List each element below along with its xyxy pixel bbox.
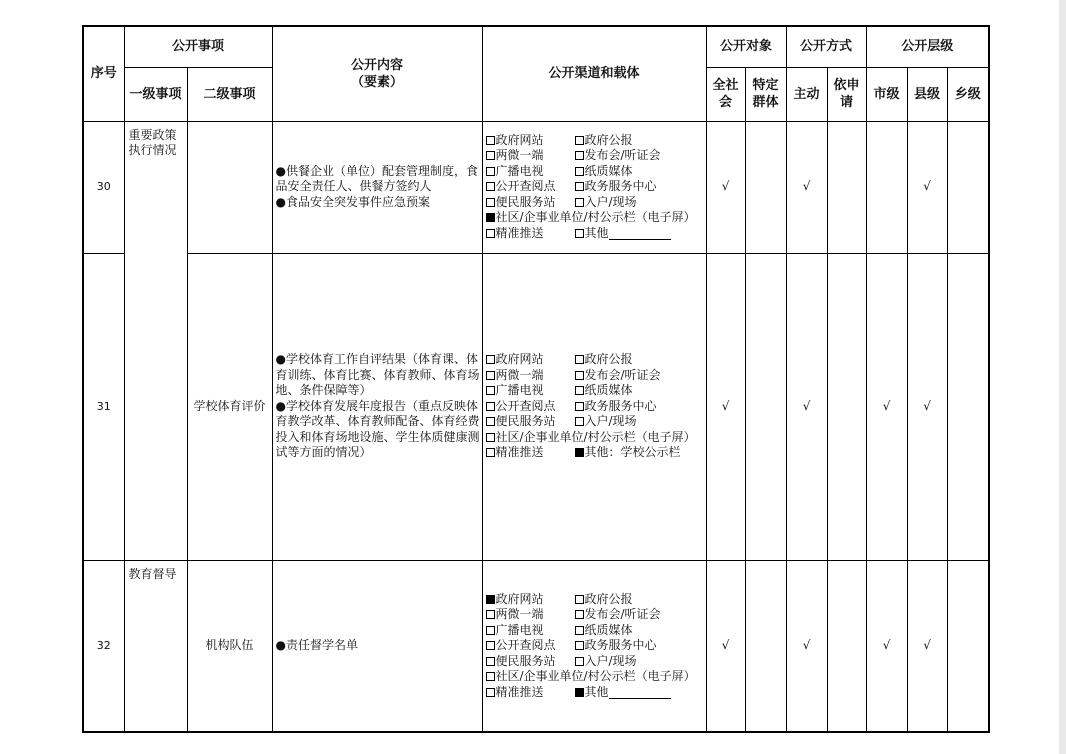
row-channels [482,560,706,732]
content-item: ●供餐企业（单位）配套管理制度，食品安全责任人、供餐方签约人 [275,163,478,194]
empty-box-icon [575,355,584,364]
channel-label: 公开查阅点 [495,179,556,194]
empty-box-icon [575,182,584,191]
checked-box-icon [486,595,495,604]
row-aud-group [745,253,786,560]
channel-label: 入户/现场 [584,414,637,429]
header-method-req-l1: 依申 [833,78,860,93]
row-city-check: √ [866,560,907,732]
channel-gov-bulletin [575,592,633,608]
checked-box-icon [575,448,584,457]
channel-reading-point [486,179,575,195]
channel-label: 政府网站 [495,132,544,147]
empty-box-icon [486,355,495,364]
channel-row [486,210,704,226]
header-method-request [827,67,866,121]
channel-broadcast [486,164,575,180]
channel-label: 精准推送 [495,684,544,699]
channel-convenience [486,654,575,670]
header-level: 公开层级 [866,26,989,67]
header-content-title: 公开内容 [351,57,404,73]
channel-row [486,352,704,368]
header-content-sub: （要素） [351,74,404,90]
header-content [272,26,482,121]
channel-label: 广播电视 [495,163,544,178]
channel-row [486,148,704,164]
row-town [947,121,989,253]
header-matters: 公开事项 [124,26,272,67]
table-row [83,121,989,253]
disclosure-table [82,25,990,733]
empty-box-icon [486,371,495,380]
channel-label: 发布会/听证会 [584,367,661,382]
channel-label: 便民服务站 [495,194,556,209]
content-item: ●学校体育发展年度报告（重点反映体育教学改革、体育教师配备、体育经费投入和体育场地设施、学生体质健康测试等方面的情况） [275,398,480,460]
empty-box-icon [575,417,584,426]
empty-box-icon [575,136,584,145]
empty-box-icon [575,657,584,666]
row-level1-text: 重要政策执行情况 [128,127,177,157]
channel-press [575,368,661,384]
empty-box-icon [575,626,584,635]
empty-box-icon [575,610,584,619]
empty-box-icon [486,657,495,666]
row-level2: 学校体育评价 [187,253,272,560]
channel-row [486,654,704,670]
channel-reading-point [486,638,575,654]
channel-label: 精准推送 [495,445,544,460]
header-method: 公开方式 [786,26,866,67]
empty-box-icon [486,198,495,207]
channel-precise [486,685,575,701]
channel-label: 发布会/听证会 [584,148,661,163]
channel-label: 公开查阅点 [495,638,556,652]
row-request [827,560,866,732]
row-seq: 31 [83,253,124,560]
channel-two-micro [486,148,575,164]
channel-row [486,383,704,399]
row-aud-all-check: √ [706,253,745,560]
channel-label: 广播电视 [495,622,544,637]
row-active-check: √ [786,121,827,253]
header-method-active: 主动 [786,67,827,121]
channel-label: 政府网站 [495,591,544,606]
channel-label: 广播电视 [495,383,544,398]
header-method-req-l2: 请 [840,95,854,110]
channel-reading-point [486,399,575,415]
channel-paper [575,623,633,639]
channel-row [486,623,704,639]
channel-two-micro [486,368,575,384]
channel-label: 便民服务站 [495,414,556,429]
channel-label: 政务服务中心 [584,638,657,652]
channel-service-center [575,179,657,195]
header-aud-group [745,67,786,121]
channel-row [486,592,704,608]
header-level2: 二级事项 [187,67,272,121]
empty-box-icon [486,433,495,442]
channel-label: 政府公报 [584,132,633,147]
row-town [947,253,989,560]
row-level2: 机构队伍 [187,560,272,732]
channel-label: 政务服务中心 [584,179,657,194]
row-active-check: √ [786,560,827,732]
channel-label: 纸质媒体 [584,383,633,398]
empty-box-icon [575,371,584,380]
channel-label: 政府公报 [584,352,633,367]
channel-precise [486,445,575,461]
checked-box-icon [486,213,495,222]
row-content [272,253,482,560]
empty-box-icon [575,402,584,411]
row-active-check: √ [786,253,827,560]
channel-other [575,445,681,461]
channel-label: 纸质媒体 [584,163,633,178]
empty-box-icon [575,198,584,207]
channel-precise [486,226,575,242]
channel-convenience [486,195,575,211]
row-request [827,253,866,560]
channel-community [486,669,696,685]
empty-box-icon [486,136,495,145]
channel-label: 其他 [584,684,609,699]
channel-label: 社区/企事业单位/村公示栏（电子屏） [495,210,696,225]
row-aud-group [745,121,786,253]
channel-row [486,607,704,623]
channel-label: 两微一端 [495,148,544,163]
row-content [272,121,482,253]
content-item: ●学校体育工作自评结果（体育课、体育训练、体育比赛、体育教师、体育场地、条件保障等） [275,352,480,398]
channel-label: 公开查阅点 [495,398,556,413]
header-aud-group-l2: 群体 [752,95,779,110]
channel-gov-site [486,352,575,368]
empty-box-icon [486,417,495,426]
row-city [866,121,907,253]
row-aud-group [745,560,786,732]
content-item: ●责任督学名单 [275,638,358,652]
header-aud-all-l2: 会 [719,95,733,110]
channel-convenience [486,414,575,430]
channel-door [575,654,637,670]
row-seq: 30 [83,121,124,253]
empty-box-icon [575,641,584,650]
row-level1 [124,253,187,560]
channel-label: 发布会/听证会 [584,607,661,621]
empty-box-icon [486,182,495,191]
empty-box-icon [575,167,584,176]
empty-box-icon [486,672,495,681]
channel-label: 政府公报 [584,591,633,606]
empty-box-icon [486,386,495,395]
header-channel: 公开渠道和载体 [482,26,706,121]
channel-label: 两微一端 [495,607,544,621]
header-aud-all [706,67,745,121]
channel-label: 入户/现场 [584,194,637,209]
channel-row [486,195,704,211]
row-county-check: √ [907,121,947,253]
empty-box-icon [486,167,495,176]
channel-row [486,164,704,180]
channel-row [486,368,704,384]
header-seq: 序号 [83,26,124,121]
channel-gov-bulletin [575,352,633,368]
empty-box-icon [486,402,495,411]
empty-box-icon [486,626,495,635]
channel-community [486,210,696,226]
row-county-check: √ [907,253,947,560]
channel-row [486,669,704,685]
row-seq: 32 [83,560,124,732]
channel-door [575,414,637,430]
channel-other [575,226,671,242]
row-aud-all-check: √ [706,121,745,253]
header-level-county: 县级 [907,67,947,121]
row-content [272,560,482,732]
row-channels [482,253,706,560]
header-audience: 公开对象 [706,26,786,67]
channel-label: 两微一端 [495,367,544,382]
channel-broadcast [486,383,575,399]
channel-service-center [575,399,657,415]
channel-row [486,445,704,461]
row-level1 [124,121,187,253]
channel-press [575,148,661,164]
empty-box-icon [486,151,495,160]
table-row [83,253,989,560]
channel-row [486,133,704,149]
row-aud-all-check: √ [706,560,745,732]
table-row [83,560,989,732]
channel-paper [575,164,633,180]
row-request [827,121,866,253]
row-level1-text: 教育督导 [128,566,177,581]
channel-label: 社区/企事业单位/村公示栏（电子屏） [495,429,696,444]
channel-paper [575,383,633,399]
channel-row [486,638,704,654]
empty-box-icon [575,151,584,160]
channel-label: 便民服务站 [495,653,556,668]
channel-label: 其他：学校公示栏 [584,445,681,460]
empty-box-icon [486,688,495,697]
row-level2 [187,121,272,253]
empty-box-icon [575,595,584,604]
content-item: ●食品安全突发事件应急预案 [275,194,430,209]
channel-row [486,226,704,242]
channel-label: 政务服务中心 [584,398,657,413]
channel-two-micro [486,607,575,623]
empty-box-icon [486,610,495,619]
empty-box-icon [486,641,495,650]
header-level1: 一级事项 [124,67,187,121]
channel-row [486,430,704,446]
empty-box-icon [575,229,584,238]
row-county-check: √ [907,560,947,732]
channel-gov-bulletin [575,133,633,149]
row-level1 [124,560,187,732]
header-level-town: 乡级 [947,67,989,121]
empty-box-icon [486,448,495,457]
checked-box-icon [575,688,584,697]
row-channels [482,121,706,253]
channel-broadcast [486,623,575,639]
channel-label: 社区/企事业单位/村公示栏（电子屏） [495,669,696,683]
channel-service-center [575,638,657,654]
row-level1-text [125,253,187,259]
channel-label: 政府网站 [495,352,544,367]
channel-row [486,414,704,430]
channel-label: 入户/现场 [584,653,637,668]
channel-label: 精准推送 [495,225,544,240]
channel-label: 其他 [584,225,609,240]
header-level-city: 市级 [866,67,907,121]
channel-press [575,607,661,623]
header-aud-all-l1: 全社 [712,78,739,93]
channel-door [575,195,637,211]
channel-row [486,685,704,701]
channel-gov-site [486,592,575,608]
channel-label: 纸质媒体 [584,622,633,637]
other-blank-line [609,227,671,240]
channel-row [486,399,704,415]
channel-other [575,685,671,701]
channel-community [486,430,696,446]
header-aud-group-l1: 特定 [752,78,779,93]
viewer-gutter [1059,0,1066,754]
other-blank-line [609,686,671,699]
empty-box-icon [486,229,495,238]
empty-box-icon [575,386,584,395]
row-town [947,560,989,732]
row-city-check: √ [866,253,907,560]
channel-gov-site [486,133,575,149]
channel-row [486,179,704,195]
